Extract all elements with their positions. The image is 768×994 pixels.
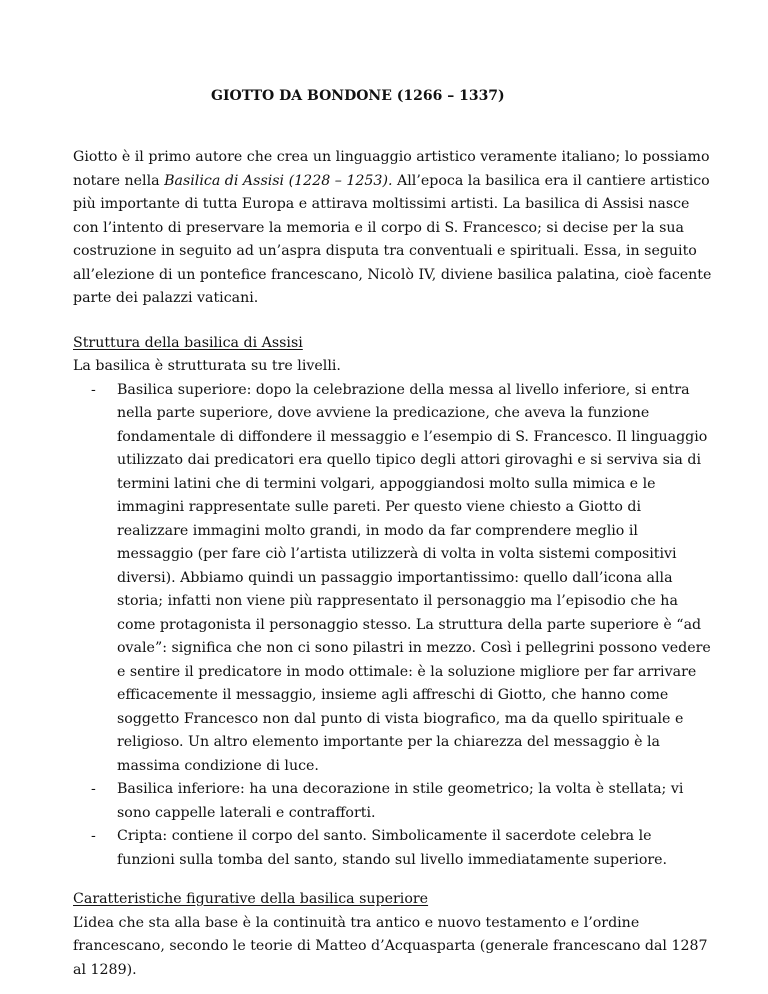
section-heading-structure: Struttura della basilica di Assisi — [73, 334, 303, 351]
list-item-text: Basilica superiore: dopo la celebrazione della messa al livello inferiore, si entra nella parte superiore, dove avviene la predicazione, che aveva la funzione fondamentale di diffondere il messaggio e l’esempio di S. Francesco. Il linguaggio utilizzato dai predicatori era quello tipico degli attori girovaghi e si serviva sia di termini latini che di termini volgari, appoggiandosi molto sulla mimica e le immagini rappresentate sulle pareti. Per questo viene chiesto a Giotto di realizzare immagini molto grandi, in modo da far comprendere meglio il messaggio (per fare ciò l’artista utilizzerà di volta in volta sistemi compositivi diversi). Abbiamo quindi un passaggio importantissimo: quello dall’icona alla storia; infatti non viene più rappresentato il personaggio ma l’episodio che ha come protagonista il personaggio stesso. La struttura della parte superiore è “ad ovale”: significa che non ci sono pilastri in mezzo. Così i pellegrini possono vedere e sentire il predicatore in modo ottimale: è la soluzione migliore per far arrivare efficacemente il messaggio, insieme agli affreschi di Giotto, che hanno come soggetto Francesco non dal punto di vista biografico, ma da quello spirituale e religioso. Un altro elemento importante per la chiarezza del messaggio è la massima condizione di luce. — [117, 381, 711, 774]
dash-bullet: - — [91, 781, 96, 797]
document-title: GIOTTO DA BONDONE (1266 – 1337) — [211, 88, 505, 104]
section-heading-figurative: Caratteristiche figurative della basilica superiore — [73, 891, 429, 907]
intro-text-start: Giotto è il primo autore che crea un linguaggio artistico veramente italiano; lo possiamo notare nella — [73, 149, 710, 189]
dash-bullet: - — [91, 828, 96, 844]
list-item-text: Basilica inferiore: ha una decorazione in stile geometrico; la volta è stellata; vi sono cappelle laterali e contrafforti. — [117, 781, 684, 821]
section-text: L’idea che sta alla base è la continuità tra antico e nuovo testamento e l’ordine francescano, secondo le teorie di Matteo d’Acquasparta (generale francescano dal 1287 al 1289). — [73, 914, 708, 978]
list-item — [73, 825, 713, 872]
list-item — [73, 379, 713, 779]
intro-emphasis: Basilica di Assisi (1228 – 1253). — [164, 172, 393, 189]
section-lead: La basilica è strutturata su tre livelli. — [73, 358, 341, 374]
list-item-text: Cripta: contiene il corpo del santo. Simbolicamente il sacerdote celebra le funzioni sulla tomba del santo, stando sul livello immediatamente superiore. — [117, 828, 668, 868]
intro-paragraph — [73, 146, 713, 311]
dash-bullet: - — [91, 381, 96, 398]
document-body — [73, 146, 713, 982]
list-item — [73, 778, 713, 825]
intro-text-end: All’epoca la basilica era il cantiere artistico più importante di tutta Europa e attirava moltissimi artisti. La basilica di Assisi nasce con l’intento di preservare la memoria e il corpo di S. Francesco; si decise per la sua costruzione in seguito ad un’aspra disputa tra conventuali e spirituali. Essa, in seguito all’elezione di un pontefice francescano, Nicolò IV, diviene basilica palatina, cioè facente parte dei palazzi vaticani. — [73, 172, 712, 306]
levels-list — [73, 379, 713, 873]
